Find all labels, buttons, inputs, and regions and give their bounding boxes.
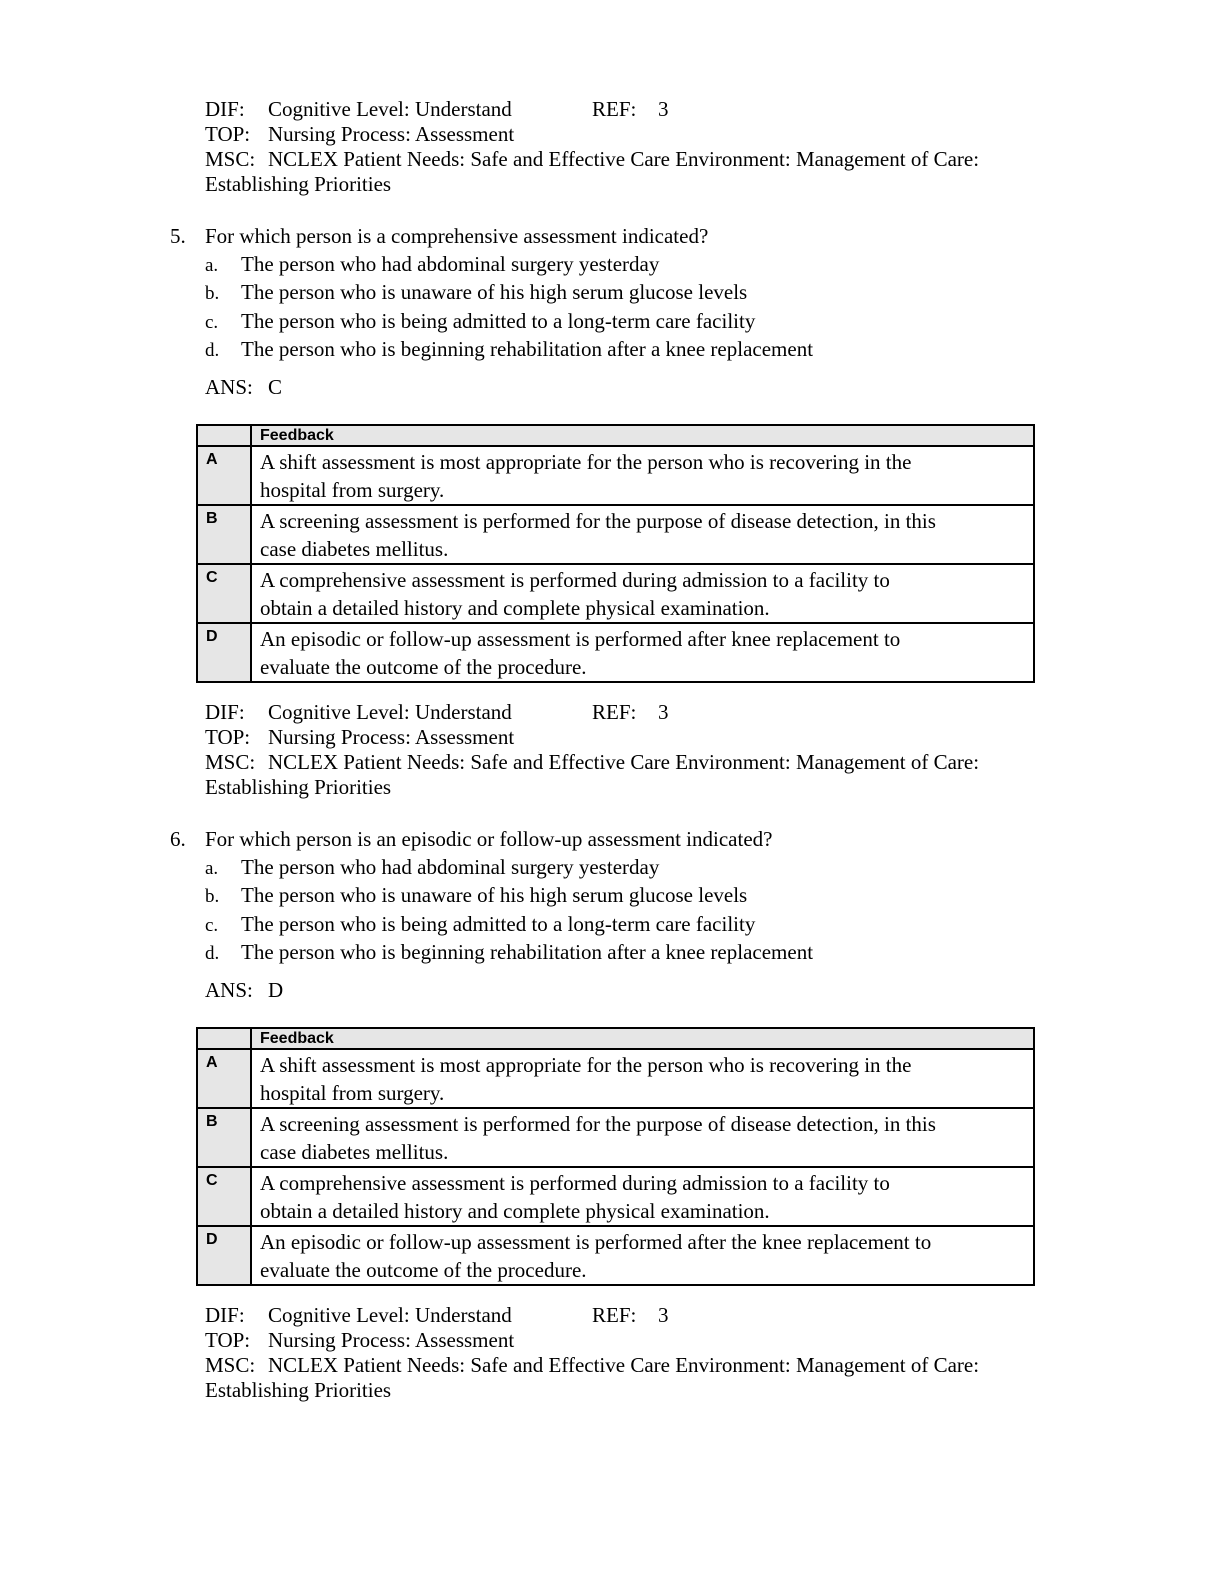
dif-value: Cognitive Level: Understand xyxy=(268,700,512,724)
answer-line xyxy=(205,978,283,1003)
option-d: d. The person who is beginning rehabilitation after a knee replacement xyxy=(205,940,814,964)
feedback-table xyxy=(196,1027,1035,1286)
feedback-row-a: A A shift assessment is most appropriate for the person who is recovering in the hospital from surgery. xyxy=(197,446,1034,505)
question-number: 6. xyxy=(170,827,186,851)
question-metadata xyxy=(205,1303,979,1403)
msc-value-cont: Establishing Priorities xyxy=(205,775,392,799)
ref-value: 3 xyxy=(658,97,669,121)
ans-label: ANS: xyxy=(205,375,253,399)
msc-value: NCLEX Patient Needs: Safe and Effective Care Environment: Management of Care: xyxy=(268,750,980,774)
feedback-row-c: C A comprehensive assessment is performed during admission to a facility to obtain a detailed history and complete physical examination. xyxy=(197,1167,1034,1226)
dif-label: DIF: xyxy=(205,700,245,724)
option-c: c. The person who is being admitted to a long-term care facility xyxy=(205,911,756,936)
msc-value-cont: Establishing Priorities xyxy=(205,172,392,196)
msc-value-cont: Establishing Priorities xyxy=(205,1378,392,1402)
option-c: c. The person who is being admitted to a long-term care facility xyxy=(205,308,756,333)
dif-value: Cognitive Level: Understand xyxy=(268,1303,512,1327)
feedback-header-empty xyxy=(197,1028,251,1049)
msc-label: MSC: xyxy=(205,147,256,171)
ref-value: 3 xyxy=(658,700,669,724)
question-stem: For which person is an episodic or follow-up assessment indicated? xyxy=(205,827,773,851)
feedback-header: Feedback xyxy=(251,1028,1034,1049)
feedback-row-d: D An episodic or follow-up assessment is performed after knee replacement to evaluate the outcome of the procedure. xyxy=(197,623,1034,682)
ans-label: ANS: xyxy=(205,978,253,1002)
top-value: Nursing Process: Assessment xyxy=(268,122,515,146)
ref-value: 3 xyxy=(658,1303,669,1327)
question-metadata xyxy=(205,700,979,800)
question-5 xyxy=(170,223,813,365)
dif-label: DIF: xyxy=(205,97,245,121)
answer-line xyxy=(205,375,282,400)
option-b: b. The person who is unaware of his high serum glucose levels xyxy=(205,280,748,304)
feedback-header: Feedback xyxy=(251,425,1034,446)
feedback-header-empty xyxy=(197,425,251,446)
feedback-row-c: C A comprehensive assessment is performed during admission to a facility to obtain a detailed history and complete physical examination. xyxy=(197,564,1034,623)
feedback-row-d: D An episodic or follow-up assessment is performed after the knee replacement to evaluate the outcome of the procedure. xyxy=(197,1226,1034,1285)
top-value: Nursing Process: Assessment xyxy=(268,725,515,749)
option-d: d. The person who is beginning rehabilitation after a knee replacement xyxy=(205,337,814,361)
ans-value: D xyxy=(268,978,284,1002)
question-6 xyxy=(170,826,813,968)
msc-label: MSC: xyxy=(205,750,256,774)
option-b: b. The person who is unaware of his high serum glucose levels xyxy=(205,883,748,907)
feedback-row-b: B A screening assessment is performed for the purpose of disease detection, in this case diabetes mellitus. xyxy=(197,505,1034,564)
msc-value: NCLEX Patient Needs: Safe and Effective Care Environment: Management of Care: xyxy=(268,1353,980,1377)
top-value: Nursing Process: Assessment xyxy=(268,1328,515,1352)
question-stem: For which person is a comprehensive assessment indicated? xyxy=(205,224,709,248)
option-a: a. The person who had abdominal surgery yesterday xyxy=(205,854,660,879)
ref-label: REF: xyxy=(592,97,637,121)
feedback-table xyxy=(196,424,1035,683)
top-label: TOP: xyxy=(205,725,251,749)
msc-value: NCLEX Patient Needs: Safe and Effective Care Environment: Management of Care: xyxy=(268,147,980,171)
feedback-row-b: B A screening assessment is performed for the purpose of disease detection, in this case diabetes mellitus. xyxy=(197,1108,1034,1167)
top-label: TOP: xyxy=(205,122,251,146)
option-a: a. The person who had abdominal surgery yesterday xyxy=(205,251,660,276)
ans-value: C xyxy=(268,375,283,399)
msc-label: MSC: xyxy=(205,1353,256,1377)
question-metadata xyxy=(205,97,979,197)
feedback-row-a: A A shift assessment is most appropriate for the person who is recovering in the hospital from surgery. xyxy=(197,1049,1034,1108)
question-number: 5. xyxy=(170,224,186,248)
ref-label: REF: xyxy=(592,1303,637,1327)
dif-value: Cognitive Level: Understand xyxy=(268,97,512,121)
ref-label: REF: xyxy=(592,700,637,724)
dif-label: DIF: xyxy=(205,1303,245,1327)
top-label: TOP: xyxy=(205,1328,251,1352)
